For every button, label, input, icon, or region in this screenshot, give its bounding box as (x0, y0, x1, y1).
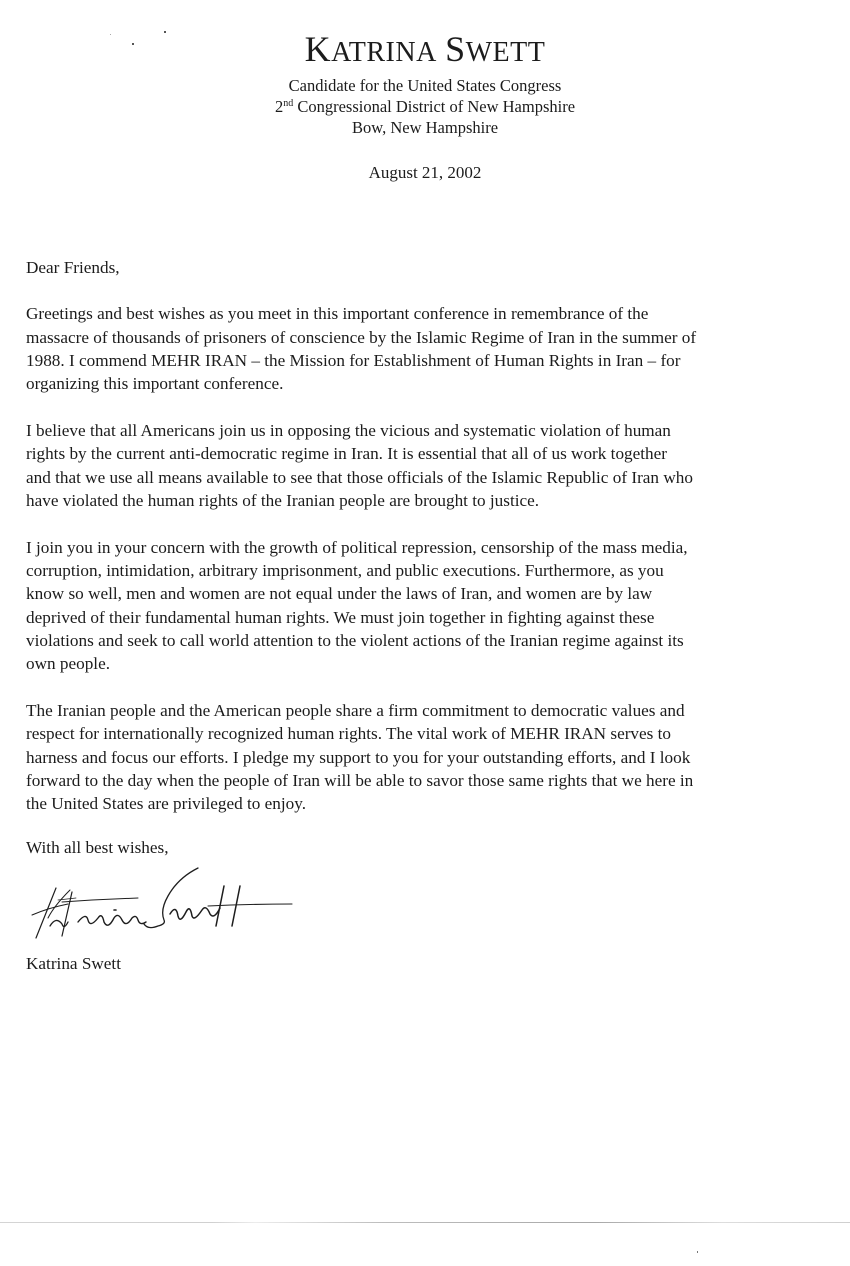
name-initial-first: K (304, 29, 332, 69)
paragraph-line: I join you in your concern with the growth of political repression, censorship of the mass media, (26, 537, 688, 557)
paragraph-line: respect for internationally recognized human rights. The vital work of MEHR IRAN serves to (26, 724, 672, 744)
paragraph-line: know so well, men and women are not equal under the laws of Iran, and women are by law (26, 584, 653, 604)
paragraph-line: rights by the current anti-democratic regime in Iran. It is essential that all of us work together (26, 444, 667, 464)
letterhead-name (0, 30, 850, 72)
letterhead-title: Candidate for the United States Congress (288, 76, 562, 95)
paragraph-line: and that we use all means available to see that those officials of the Islamic Republic of Iran who (26, 467, 693, 487)
paragraph-line: Greetings and best wishes as you meet in this important conference in remembrance of the (26, 304, 649, 324)
letterhead (0, 30, 850, 138)
paragraph-line: organizing this important conference. (26, 374, 284, 394)
name-initial-last: S (445, 29, 466, 69)
paragraph-line: own people. (26, 654, 111, 674)
paragraph (26, 536, 836, 676)
letter-body (26, 256, 836, 839)
district-number: 2 (274, 97, 284, 116)
paragraph (26, 419, 836, 512)
name-first-rest: ATRINA (331, 37, 437, 68)
paragraph-line: deprived of their fundamental human rights. We must join together in fighting against these (26, 607, 655, 627)
paragraph-line: massacre of thousands of prisoners of conscience by the Islamic Regime of Iran in the summer of (26, 327, 697, 347)
closing: With all best wishes, (26, 838, 169, 857)
paragraph-line: have violated the human rights of the Iranian people are brought to justice. (26, 490, 540, 510)
paragraph-line: violations and seek to call world attention to the violent actions of the Iranian regime against its (26, 630, 684, 650)
letterhead-district (0, 96, 850, 117)
paragraph (26, 699, 836, 815)
paragraph-line: corruption, intimidation, arbitrary imprisonment, and public executions. Furthermore, as you (26, 560, 664, 580)
name-last-rest: WETT (465, 37, 546, 68)
paragraph-line: harness and focus our efforts. I pledge my support to you for your outstanding efforts, and I look (26, 747, 691, 767)
paragraph-line: forward to the day when the people of Iran will be able to savor those same rights that we here in (26, 770, 694, 790)
district-suffix: nd (283, 98, 294, 109)
letter-date: August 21, 2002 (368, 163, 482, 182)
letterhead-location: Bow, New Hampshire (351, 118, 499, 137)
scan-speck (697, 1251, 698, 1253)
district-text: Congressional District of New Hampshire (293, 97, 576, 116)
signature-icon (28, 860, 298, 945)
paragraph-line: The Iranian people and the American people share a firm commitment to democratic values and (26, 700, 685, 720)
paragraph (26, 302, 836, 395)
paragraph-line: the United States are privileged to enjoy. (26, 794, 307, 814)
signer-name: Katrina Swett (26, 954, 121, 973)
salutation: Dear Friends, (26, 258, 120, 277)
scan-edge-line (0, 1222, 850, 1223)
paragraph-line: I believe that all Americans join us in opposing the vicious and systematic violation of human (26, 420, 671, 440)
paragraph-line: 1988. I commend MEHR IRAN – the Mission for Establishment of Human Rights in Iran – for (26, 350, 681, 370)
